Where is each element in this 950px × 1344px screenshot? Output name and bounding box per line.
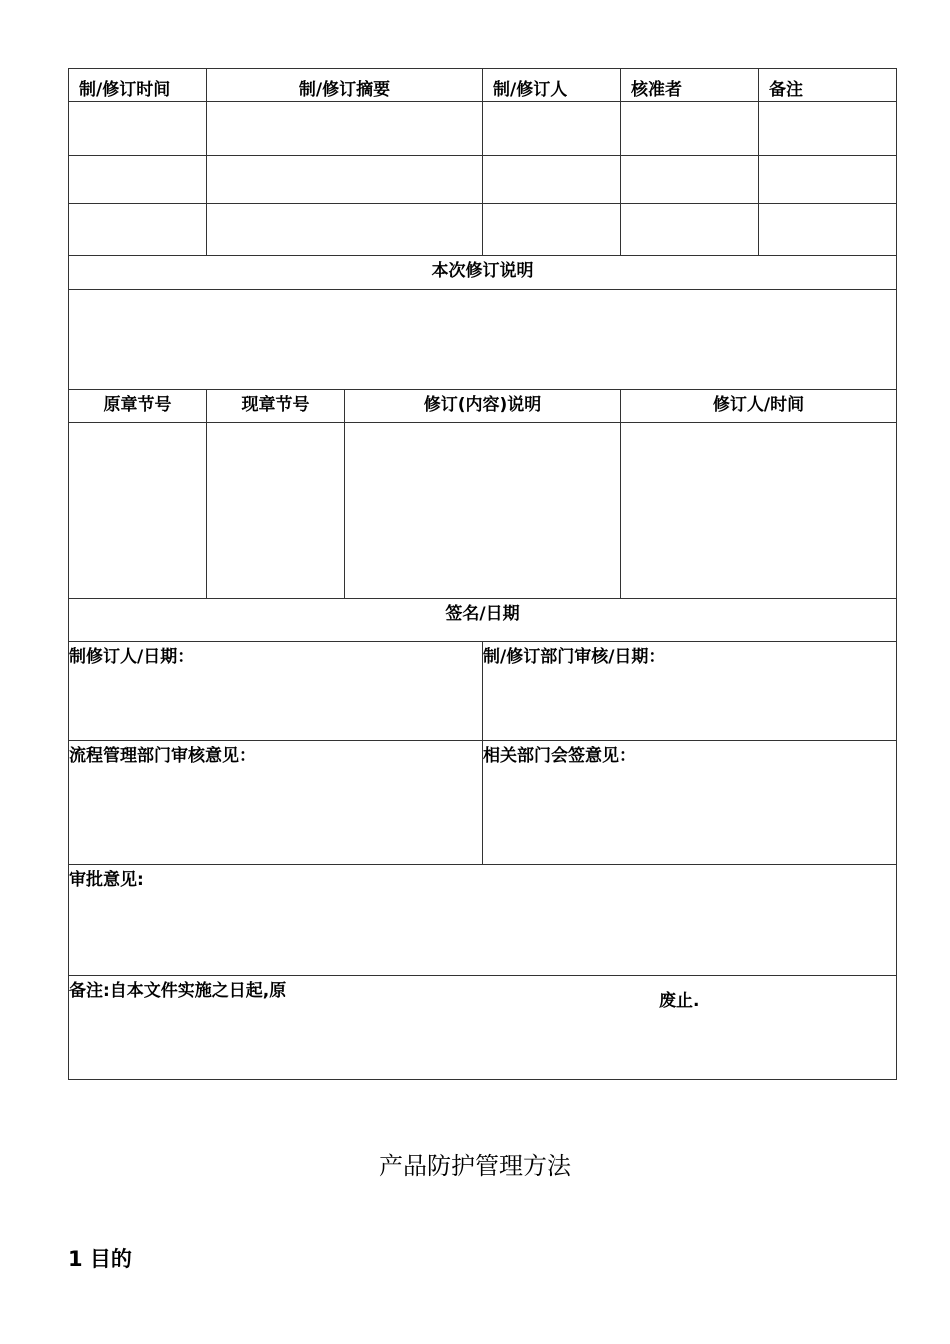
table-row	[69, 102, 897, 156]
approver-cell[interactable]	[621, 102, 759, 156]
note-label: 备注:自本文件实施之日起,原	[69, 981, 287, 1001]
remarks-cell[interactable]	[759, 204, 897, 256]
approver-cell[interactable]	[621, 204, 759, 256]
approval-opinion-field[interactable]: 审批意见:	[69, 865, 897, 976]
reviser-cell[interactable]	[483, 102, 621, 156]
header-revision-content: 修订(内容)说明	[345, 390, 621, 423]
note-tail: 废止.	[659, 991, 700, 1011]
reviser-cell[interactable]	[483, 156, 621, 204]
process-dept-opinion-field[interactable]: 流程管理部门审核意见：	[69, 741, 483, 865]
signature-row	[69, 642, 897, 741]
current-chapter-cell[interactable]	[207, 423, 345, 599]
header-current-chapter: 现章节号	[207, 390, 345, 423]
header-revision-summary: 制/修订摘要	[207, 69, 483, 102]
reviser-cell[interactable]	[483, 204, 621, 256]
approval-row	[69, 865, 897, 976]
revision-content-cell[interactable]	[345, 423, 621, 599]
table-row	[69, 423, 897, 599]
remarks-cell[interactable]	[759, 102, 897, 156]
revision-time-cell[interactable]	[69, 102, 207, 156]
revision-summary-cell[interactable]	[207, 156, 483, 204]
header-original-chapter: 原章节号	[69, 390, 207, 423]
reviser-date-field[interactable]: 制修订人/日期：	[69, 642, 483, 741]
remarks-cell[interactable]	[759, 156, 897, 204]
original-chapter-cell[interactable]	[69, 423, 207, 599]
document-title: 产品防护管理方法	[379, 1152, 571, 1180]
signature-heading-row	[69, 599, 897, 642]
revision-time-cell[interactable]	[69, 156, 207, 204]
header-remarks: 备注	[759, 69, 897, 102]
reviser-time-cell[interactable]	[621, 423, 897, 599]
chapter-header-row	[69, 390, 897, 423]
revision-note-body-row	[69, 290, 897, 390]
countersign-opinion-field[interactable]: 相关部门会签意见：	[483, 741, 897, 865]
header-revision-time: 制/修订时间	[69, 69, 207, 102]
revision-record-table	[68, 68, 897, 1080]
revision-header-row	[69, 69, 897, 102]
revision-note-heading: 本次修订说明	[69, 256, 897, 290]
header-approver: 核准者	[621, 69, 759, 102]
revision-summary-cell[interactable]	[207, 204, 483, 256]
revision-note-body[interactable]	[69, 290, 897, 390]
section-heading: 1 目的	[68, 1247, 132, 1271]
note-field[interactable]	[69, 976, 897, 1080]
review-row	[69, 741, 897, 865]
approver-cell[interactable]	[621, 156, 759, 204]
note-row	[69, 976, 897, 1080]
revision-note-heading-row	[69, 256, 897, 290]
header-reviser: 制/修订人	[483, 69, 621, 102]
signature-heading: 签名/日期	[69, 599, 897, 642]
dept-review-date-field[interactable]: 制/修订部门审核/日期：	[483, 642, 897, 741]
header-reviser-time: 修订人/时间	[621, 390, 897, 423]
revision-time-cell[interactable]	[69, 204, 207, 256]
table-row	[69, 204, 897, 256]
table-row	[69, 156, 897, 204]
revision-summary-cell[interactable]	[207, 102, 483, 156]
